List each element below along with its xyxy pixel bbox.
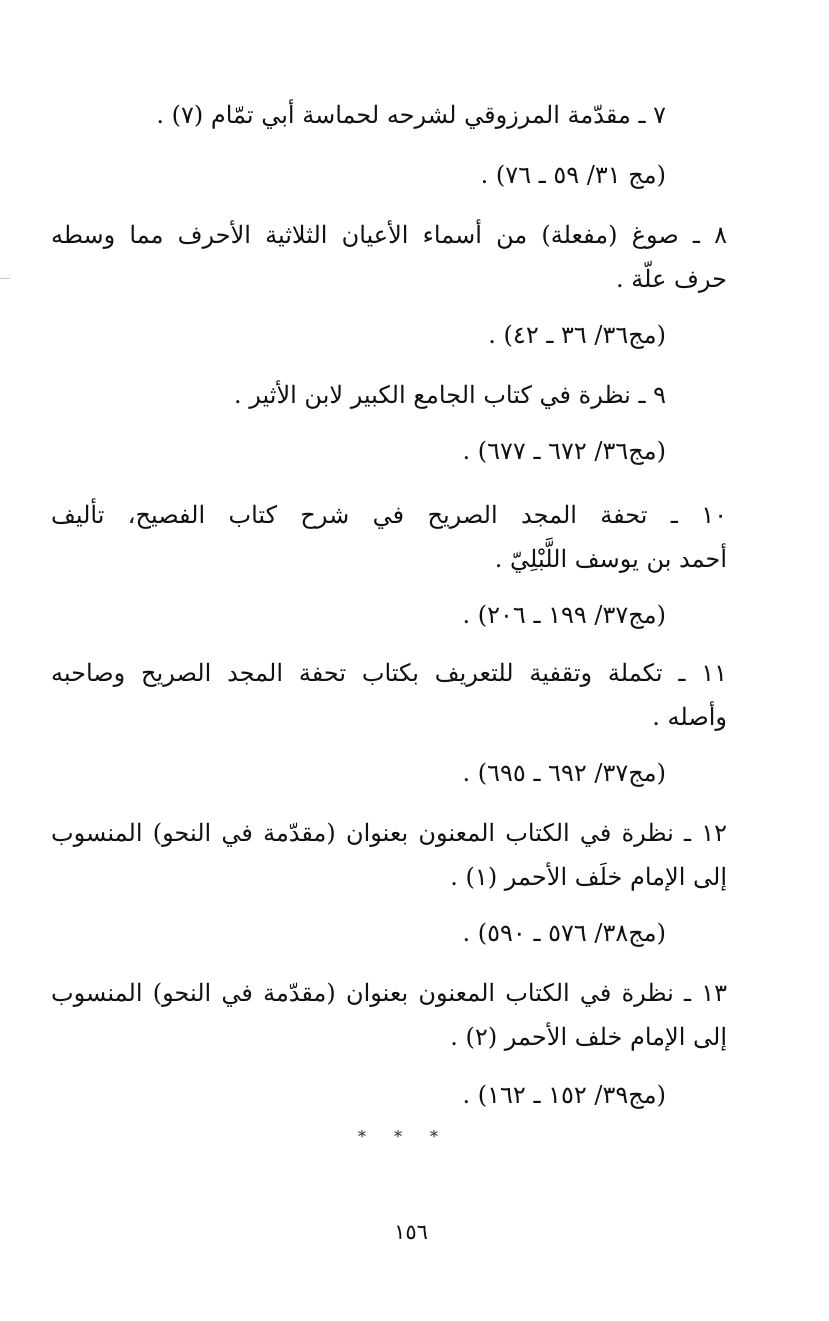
separator-star: * [394, 1127, 402, 1146]
entry-title-line: ١١ ـ تكملة وتقفية للتعريف بكتاب تحفة المجد الصريح وصاحبه [51, 659, 727, 687]
entry-title-continuation: إلى الإمام خلف الأحمر (٢) . [450, 1023, 727, 1051]
entry-title-continuation: إلى الإمام خلَف الأحمر (١) . [450, 863, 727, 891]
entry-title-line: ١٣ ـ نظرة في الكتاب المعنون بعنوان (مقدّمة في النحو) المنسوب [51, 979, 727, 1007]
page-number: ١٥٦ [394, 1220, 428, 1244]
separator-star: * [430, 1127, 438, 1146]
page-edge-mark [0, 278, 10, 279]
entry-reference: (مج٣٩/ ١٥٢ ـ ١٦٢) . [462, 1081, 666, 1109]
entry-title-line: ٨ ـ صوغ (مفعلة) من أسماء الأعيان الثلاثية الأحرف مما وسطه [51, 221, 727, 249]
entry-reference: (مج٣٧/ ٦٩٢ ـ ٦٩٥) . [462, 759, 666, 787]
section-separator [353, 1128, 443, 1146]
separator-star: * [358, 1127, 366, 1146]
entry-title-line: ١٢ ـ نظرة في الكتاب المعنون بعنوان (مقدّمة في النحو) المنسوب [51, 819, 727, 847]
entry-title-line: ٧ ـ مقدّمة المرزوقي لشرحه لحماسة أبي تمّام (٧) . [156, 101, 666, 129]
entry-title-continuation: أحمد بن يوسف اللَّبْلِيّ . [494, 545, 727, 573]
entry-title-line: ٩ ـ نظرة في كتاب الجامع الكبير لابن الأثير . [234, 381, 666, 409]
entry-title-line: ١٠ ـ تحفة المجد الصريح في شرح كتاب الفصيح، تأليف [51, 501, 727, 529]
entry-reference: (مج٣٦/ ٣٦ ـ ٤٢) . [488, 321, 666, 349]
entry-reference: (مج٣٧/ ١٩٩ ـ ٢٠٦) . [462, 601, 666, 629]
entry-reference: (مج٣٨/ ٥٧٦ ـ ٥٩٠) . [462, 919, 666, 947]
entry-reference: (مج ٣١/ ٥٩ ـ ٧٦) . [480, 161, 666, 189]
entry-reference: (مج٣٦/ ٦٧٢ ـ ٦٧٧) . [462, 437, 666, 465]
entry-title-continuation: وأصله . [652, 703, 727, 731]
entry-title-continuation: حرف علّة . [616, 265, 727, 293]
